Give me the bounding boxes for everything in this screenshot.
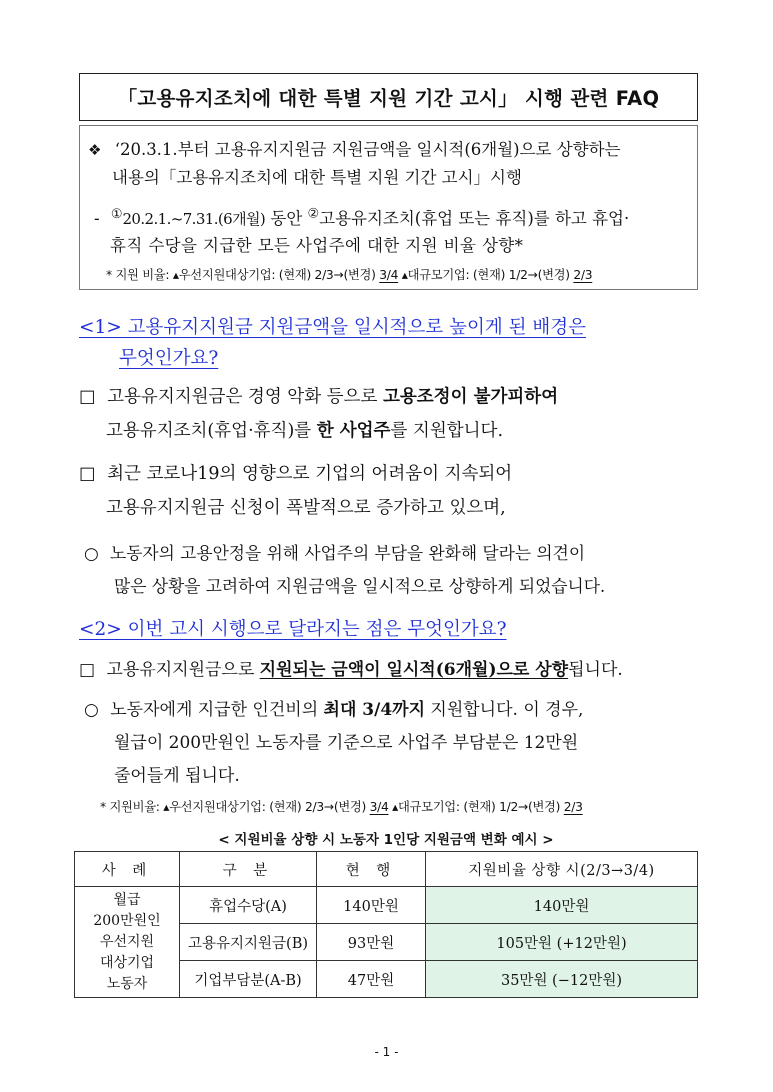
page-number: - 1 - [374,1045,399,1059]
table-caption: < 지원비율 상향 시 노동자 1인당 지원금액 변화 예시 > [218,832,554,848]
answer-1-para-1-line-2: 고용유지조치(휴업·휴직)를 한 사업주를 지원합니다. [106,421,504,441]
row-category: 휴업수당(A) [180,887,317,924]
case-label: 월급 200만원인 우선지원 대상기업 노동자 [75,887,180,998]
header-current: 현 행 [317,852,426,887]
row-current: 140만원 [317,887,426,924]
summary-line-3: - ①20.2.1.~7.31.(6개월) 동안 ②고용유지조치(휴업 또는 휴직)를 하고 휴업· [94,206,630,228]
header-case: 사 례 [75,852,180,887]
header-changed: 지원비율 상향 시(2/3→3/4) [426,852,698,887]
answer-2-para-2-line-1: ○ 노동자에게 지급한 인건비의 최대 3/4까지 지원합니다. 이 경우, [84,700,584,720]
answer-2-para-1: □ 고용유지지원금으로 지원되는 금액이 일시적(6개월)으로 상향됩니다. [79,660,623,680]
row-category: 기업부담분(A-B) [180,961,317,998]
row-current: 47만원 [317,961,426,998]
summary-note: * 지원 비율: ▴우선지원대상기업: (현재) 2/3→(변경) 3/4 ▴대규모기업: (현재) 1/2→(변경) 2/3 [106,268,593,282]
row-changed: 105만원 (+12만원) [426,924,698,961]
checkbox-bullet-icon: □ [79,660,96,680]
row-current: 93만원 [317,924,426,961]
answer-2-para-2-line-3: 줄어들게 됩니다. [114,766,240,786]
answer-2-note: * 지원비율: ▴우선지원대상기업: (현재) 2/3→(변경) 3/4 ▴대규모기업: (현재) 1/2→(변경) 2/3 [100,800,583,814]
header-category: 구 분 [180,852,317,887]
support-period: 20.2.1.~7.31.(6개월) [122,210,266,228]
row-changed: 140만원 [426,887,698,924]
summary-line-1: ❖ ‘20.3.1.부터 고용유지지원금 지원금액을 일시적(6개월)으로 상향하는 [88,140,621,159]
table-row [75,887,698,924]
row-category: 고용유지지원금(B) [180,924,317,961]
question-1-line-2: 무엇인가요? [119,348,219,369]
circle-bullet-icon: ○ [84,700,99,720]
answer-1-para-2-line-2: 고용유지지원금 신청이 폭발적으로 증가하고 있으며, [106,498,506,518]
page-title: 「고용유지조치에 대한 특별 지원 기간 고시」 시행 관련 FAQ [79,73,698,121]
checkbox-bullet-icon: □ [79,464,96,484]
answer-1-para-3-line-1: ○ 노동자의 고용안정을 위해 사업주의 부담을 완화해 달라는 의견이 [84,543,586,563]
question-1-line-1: <1> 고용유지지원금 지원금액을 일시적으로 높이게 된 배경은 [79,317,586,338]
support-example-table [74,851,698,998]
circle-bullet-icon: ○ [84,543,99,563]
summary-box [79,125,698,290]
answer-1-para-2-line-1: □ 최근 코로나19의 영향으로 기업의 어려움이 지속되어 [79,464,513,484]
diamond-bullet-icon: ❖ [88,141,102,159]
summary-line-2: 내용의「고용유지조치에 대한 특별 지원 기간 고시」시행 [112,168,522,187]
question-2: <2> 이번 고시 시행으로 달라지는 점은 무엇인가요? [79,619,507,640]
summary-line-4: 휴직 수당을 지급한 모든 사업주에 대한 지원 비율 상향* [110,236,524,255]
table-header-row [75,852,698,887]
answer-1-para-3-line-2: 많은 상황을 고려하여 지원금액을 일시적으로 상향하게 되었습니다. [114,576,606,596]
answer-2-para-2-line-2: 월급이 200만원인 노동자를 기준으로 사업주 부담분은 12만원 [114,733,579,753]
row-changed: 35만원 (−12만원) [426,961,698,998]
answer-1-para-1-line-1: □ 고용유지지원금은 경영 악화 등으로 고용조정이 불가피하여 [79,387,559,407]
checkbox-bullet-icon: □ [79,387,96,407]
